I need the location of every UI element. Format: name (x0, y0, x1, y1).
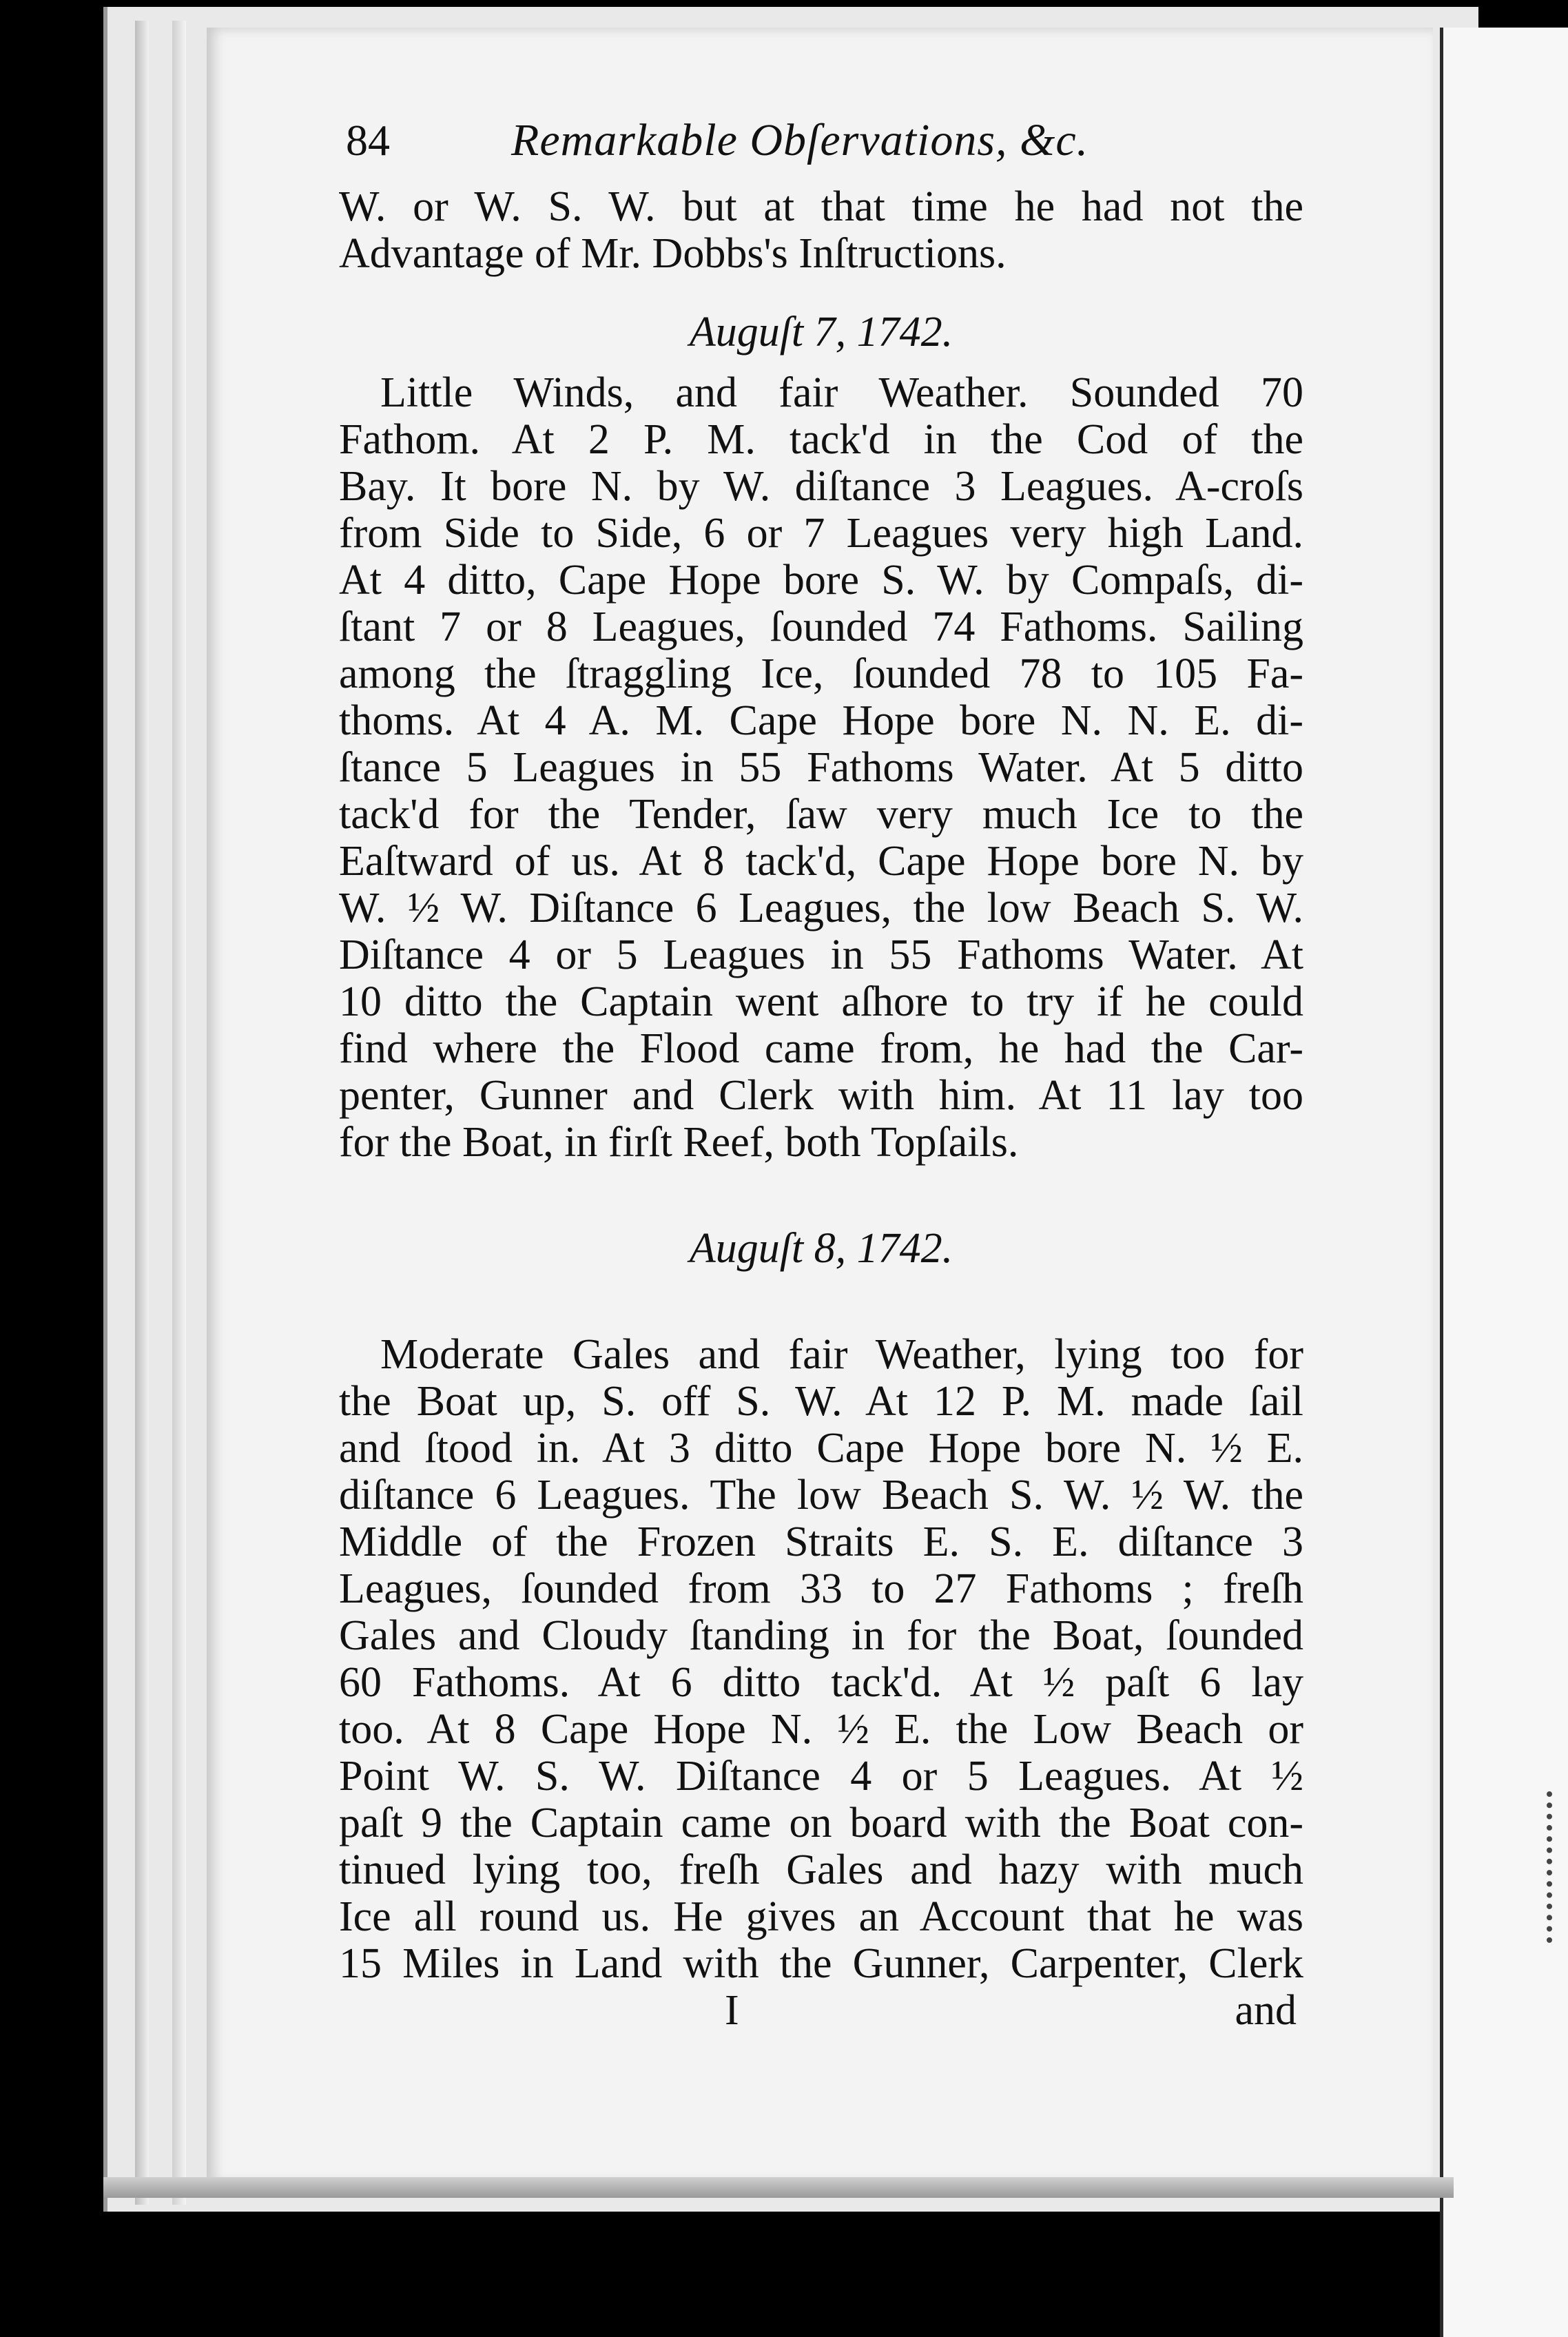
text-line: ſtance 5 Leagues in 55 Fathoms Water. At 5 ditto (339, 744, 1303, 791)
text-line: ſtant 7 or 8 Leagues, ſounded 74 Fathoms. Sailing (339, 604, 1303, 650)
page-number: 84 (346, 116, 390, 165)
entry-date: Auguſt 7, 1742. (689, 309, 953, 356)
page-header (339, 117, 1303, 183)
text-line: too. At 8 Cape Hope N. ½ E. the Low Beach or (339, 1706, 1303, 1753)
text-line: 10 ditto the Captain went aſhore to try if he could (339, 978, 1303, 1025)
entry-date: Auguſt 8, 1742. (689, 1225, 953, 1272)
text-line: W. or W. S. W. but at that time he had not the (339, 183, 1303, 230)
text-line: penter, Gunner and Clerk with him. At 11 lay too (339, 1072, 1303, 1119)
page-footer (339, 1987, 1303, 2034)
text-line: among the ſtraggling Ice, ſounded 78 to 105 Fa- (339, 650, 1303, 697)
running-head: Remarkable Obſervations, &c. (511, 115, 1089, 165)
text-line: Little Winds, and fair Weather. Sounded 70 (380, 369, 1303, 416)
binding-shadow-inner (172, 21, 186, 2205)
text-line: and ſtood in. At 3 ditto Cape Hope bore N. ½ E. (339, 1425, 1303, 1472)
facing-page-edge (1440, 28, 1568, 2337)
text-line: W. ½ W. Diſtance 6 Leagues, the low Beach S. W. (339, 885, 1303, 931)
binding-shadow (135, 21, 149, 2205)
text-line: thoms. At 4 A. M. Cape Hope bore N. N. E. di- (339, 697, 1303, 744)
text-line: Diſtance 4 or 5 Leagues in 55 Fathoms Water. At (339, 931, 1303, 978)
page-text (339, 117, 1303, 2034)
text-line: diſtance 6 Leagues. The low Beach S. W. ½ W. the (339, 1472, 1303, 1518)
text-line: Advantage of Mr. Dobbs's Inſtructions. (339, 230, 1007, 277)
text-line: tack'd for the Tender, ſaw very much Ice to the (339, 791, 1303, 838)
catchword: and (1235, 1987, 1297, 2034)
text-line: Gales and Cloudy ſtanding in for the Boat, ſounded (339, 1612, 1303, 1659)
text-line: Fathom. At 2 P. M. tack'd in the Cod of the (339, 416, 1303, 463)
text-line: tinued lying too, freſh Gales and hazy with much (339, 1846, 1303, 1893)
page-bottom-edge (103, 2177, 1454, 2198)
signature-mark: I (725, 1987, 739, 2034)
text-line: Leagues, ſounded from 33 to 27 Fathoms ; freſh (339, 1565, 1303, 1612)
text-line: 15 Miles in Land with the Gunner, Carpenter, Clerk (339, 1940, 1303, 1987)
facing-page-marks (1547, 1791, 1568, 1943)
text-line: Ice all round us. He gives an Account that he was (339, 1893, 1303, 1940)
text-line: find where the Flood came from, he had the Car- (339, 1025, 1303, 1072)
text-line: from Side to Side, 6 or 7 Leagues very high Land. (339, 510, 1303, 557)
text-line: Moderate Gales and fair Weather, lying too for (380, 1331, 1303, 1378)
text-line: paſt 9 the Captain came on board with the Boat con- (339, 1800, 1303, 1846)
text-line: At 4 ditto, Cape Hope bore S. W. by Compaſs, di- (339, 557, 1303, 604)
text-line: for the Boat, in firſt Reef, both Topſails. (339, 1119, 1019, 1166)
text-line: Middle of the Frozen Straits E. S. E. diſtance 3 (339, 1518, 1303, 1565)
text-line: the Boat up, S. off S. W. At 12 P. M. made ſail (339, 1378, 1303, 1425)
text-line: Point W. S. W. Diſtance 4 or 5 Leagues. At ½ (339, 1753, 1303, 1800)
text-line: Eaſtward of us. At 8 tack'd, Cape Hope bore N. by (339, 838, 1303, 885)
text-line: 60 Fathoms. At 6 ditto tack'd. At ½ paſt 6 lay (339, 1659, 1303, 1706)
text-line: Bay. It bore N. by W. diſtance 3 Leagues. A-croſs (339, 463, 1303, 510)
